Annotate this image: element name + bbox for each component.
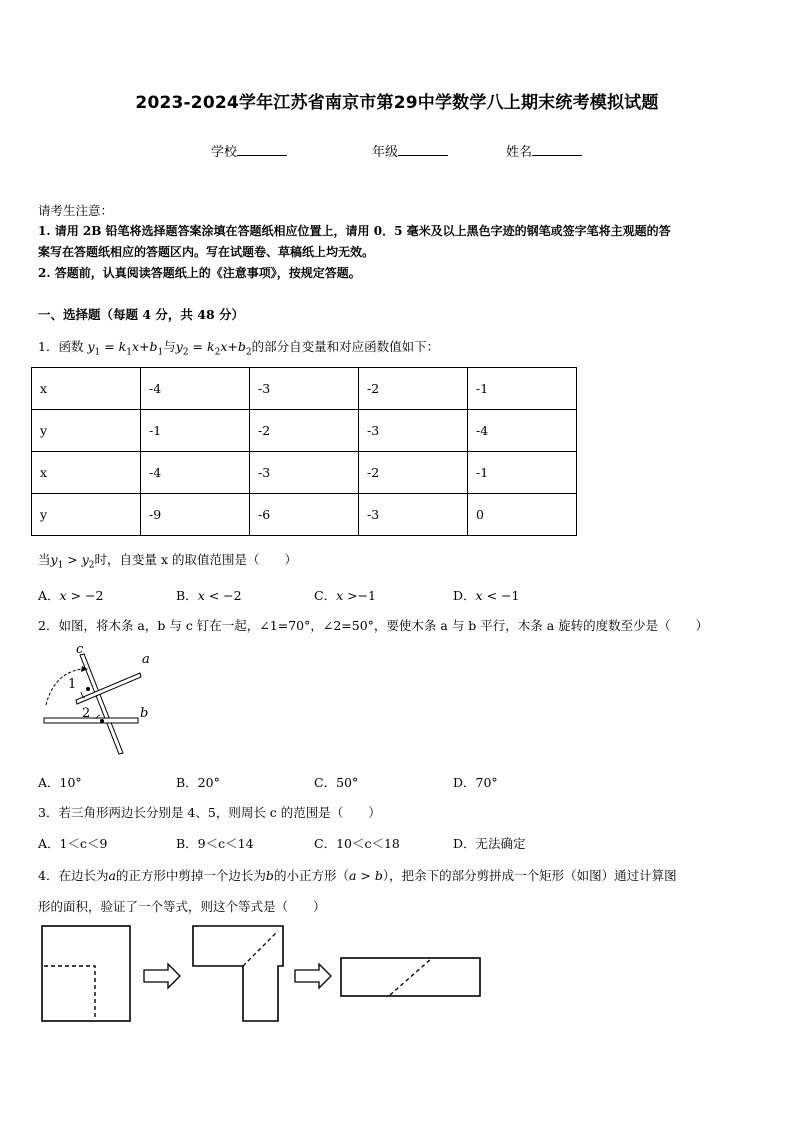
grade-label: 年级	[372, 145, 399, 160]
label-angle-1: 1	[68, 677, 77, 692]
table-cell: -9	[141, 494, 250, 536]
label-angle-2: 2	[82, 706, 91, 721]
table-cell: -1	[141, 410, 250, 452]
q1-option-b[interactable]	[176, 586, 242, 604]
label-c: c	[76, 645, 84, 657]
q4-stem-line2: 形的面积，验证了一个等式，则这个等式是（ ）	[38, 899, 326, 914]
q1-prefix: 1．函数	[38, 339, 84, 354]
q1-option-c-label: C．	[314, 588, 337, 603]
q1-stem	[38, 336, 439, 364]
q1-f2-plus: +	[227, 339, 238, 354]
section-heading: 一、选择题（每题 4 分，共 48 分）	[38, 307, 245, 322]
q1-f1-plus: +	[139, 339, 150, 354]
q3-option-c[interactable]: C．10＜c＜18	[314, 836, 400, 851]
notice-item1-line1: 1. 请用 2B 铅笔将选择题答案涂填在答题纸相应位置上，请用 0．5 毫米及以上黑色字迹的钢笔或签字笔将主观题的答	[38, 224, 671, 238]
table-cell: -3	[359, 410, 468, 452]
q1-option-d[interactable]	[453, 586, 519, 604]
q1-option-a-var: x	[59, 588, 67, 603]
table-cell: -1	[468, 452, 577, 494]
arrow-right-icon	[144, 964, 180, 988]
q1-cond-y1: y	[50, 552, 58, 567]
stick-a	[76, 673, 141, 704]
table-row	[32, 410, 577, 452]
nail-upper	[86, 687, 90, 691]
table-cell: -6	[250, 494, 359, 536]
q4-p2: 的正方形中剪掉一个边长为	[115, 868, 266, 883]
square-with-cut	[42, 926, 130, 1021]
q4-cond: a > b	[348, 868, 383, 883]
q1-f1-sub-b: 1	[157, 347, 164, 358]
q1-f2-k: k	[207, 339, 215, 354]
page-title: 2023-2024学年江苏省南京市第29中学数学八上期末统考模拟试题	[135, 93, 659, 113]
q1-f1-x: x	[131, 339, 140, 354]
q4-stem-line1	[38, 865, 677, 886]
nail-lower	[100, 719, 104, 723]
q1-mid: 与	[163, 339, 176, 354]
q1-suffix: 的部分自变量和对应函数值如下：	[251, 339, 440, 354]
grade-blank[interactable]	[398, 143, 448, 156]
table-cell: 0	[468, 494, 577, 536]
q1-value-table	[31, 367, 577, 536]
table-cell: -3	[250, 452, 359, 494]
table-cell: x	[32, 452, 141, 494]
table-cell: y	[32, 410, 141, 452]
table-cell: y	[32, 494, 141, 536]
q2-figure	[36, 645, 166, 757]
school-field[interactable]	[211, 141, 287, 160]
q2-option-a[interactable]: A．10°	[38, 775, 82, 790]
q4-p4: ），把余下的部分剪拼成一个矩形（如图）通过计算图	[382, 868, 677, 883]
q1-option-b-rel: < −2	[204, 588, 242, 603]
table-cell: -3	[359, 494, 468, 536]
q1-f1-eq: =	[100, 339, 119, 354]
table-row	[32, 494, 577, 536]
notice-item2: 2. 答题前，认真阅读答题纸上的《注意事项》，按规定答题。	[38, 266, 361, 280]
q1-f1-b: b	[149, 339, 158, 354]
table-cell: -2	[250, 410, 359, 452]
table-cell: x	[32, 368, 141, 410]
school-blank[interactable]	[237, 143, 287, 156]
q2-option-c[interactable]: C．50°	[314, 775, 359, 790]
q1-option-c[interactable]	[314, 586, 376, 604]
table-cell: -4	[468, 410, 577, 452]
q1-f2-y: y	[175, 339, 183, 354]
q2-option-b[interactable]: B．20°	[176, 775, 220, 790]
l-shape	[193, 926, 283, 1021]
q1-option-a-rel: > −2	[66, 588, 104, 603]
q1-f1-y: y	[87, 339, 95, 354]
q4-p1: 4．在边长为	[38, 868, 109, 883]
arrow-right-icon	[295, 964, 331, 988]
label-b: b	[140, 706, 149, 721]
table-cell: -2	[359, 452, 468, 494]
q1-option-c-var: x	[336, 588, 344, 603]
q1-option-d-label: D．	[453, 588, 476, 603]
q1-option-b-var: x	[197, 588, 205, 603]
name-label: 姓名	[506, 145, 533, 160]
q2-option-d[interactable]: D．70°	[453, 775, 498, 790]
notice-item1-line2: 案写在答题纸相应的答题区内。写在试题卷、草稿纸上均无效。	[38, 245, 375, 259]
q4-b: b	[265, 868, 274, 883]
q1-cond-sub1: 1	[57, 560, 64, 571]
name-blank[interactable]	[532, 143, 582, 156]
q1-option-d-var: x	[475, 588, 483, 603]
q1-condition	[38, 549, 297, 577]
q1-option-a[interactable]	[38, 586, 103, 604]
q1-cond-y2: y	[81, 552, 89, 567]
table-cell: -4	[141, 452, 250, 494]
label-a: a	[142, 652, 150, 667]
q4-p3: 的小正方形（	[273, 868, 349, 883]
q1-option-c-rel: >−1	[343, 588, 377, 603]
q3-option-b[interactable]: B．9＜c＜14	[176, 836, 254, 851]
name-field[interactable]	[506, 141, 582, 160]
q1-f2-sub-y: 2	[182, 347, 189, 358]
table-cell: -2	[359, 368, 468, 410]
q1-option-d-rel: < −1	[482, 588, 520, 603]
stick-b	[44, 718, 138, 723]
q4-figure	[38, 922, 488, 1024]
table-cell: -4	[141, 368, 250, 410]
table-row	[32, 368, 577, 410]
q3-stem: 3．若三角形两边长分别是 4、5，则周长 c 的范围是（ ）	[38, 805, 381, 820]
grade-field[interactable]	[372, 141, 448, 160]
q3-option-a[interactable]: A．1＜c＜9	[38, 836, 108, 851]
q1-f2-b: b	[237, 339, 246, 354]
q1-f1-k: k	[118, 339, 127, 354]
q1-option-b-label: B．	[176, 588, 198, 603]
q1-f2-sub-k: 2	[214, 347, 221, 358]
result-rectangle	[341, 958, 480, 996]
school-label: 学校	[211, 145, 238, 160]
q3-option-d[interactable]: D．无法确定	[453, 836, 526, 851]
table-cell: -1	[468, 368, 577, 410]
q1-f2-eq: =	[188, 339, 207, 354]
table-row	[32, 452, 577, 494]
notice-heading: 请考生注意：	[38, 203, 114, 218]
q1-cond-gt: >	[63, 552, 82, 567]
q2-stem: 2．如图，将木条 a，b 与 c 钉在一起，∠1=70°，∠2=50°，要使木条 a 与 b 平行，木条 a 旋转的度数至少是（ ）	[38, 618, 709, 633]
q1-f1-sub-k: 1	[126, 347, 132, 358]
q4-a: a	[108, 868, 116, 883]
q1-f2-sub-b: 2	[245, 347, 252, 358]
q1-f1-sub-y: 1	[94, 347, 101, 358]
q1-cond-sub2: 2	[88, 560, 95, 571]
q1-cond-prefix: 当	[38, 552, 51, 567]
q1-f2-x: x	[220, 339, 228, 354]
q1-option-a-label: A．	[38, 588, 60, 603]
q1-cond-suffix: 时，自变量 x 的取值范围是（ ）	[94, 552, 298, 567]
table-cell: -3	[250, 368, 359, 410]
